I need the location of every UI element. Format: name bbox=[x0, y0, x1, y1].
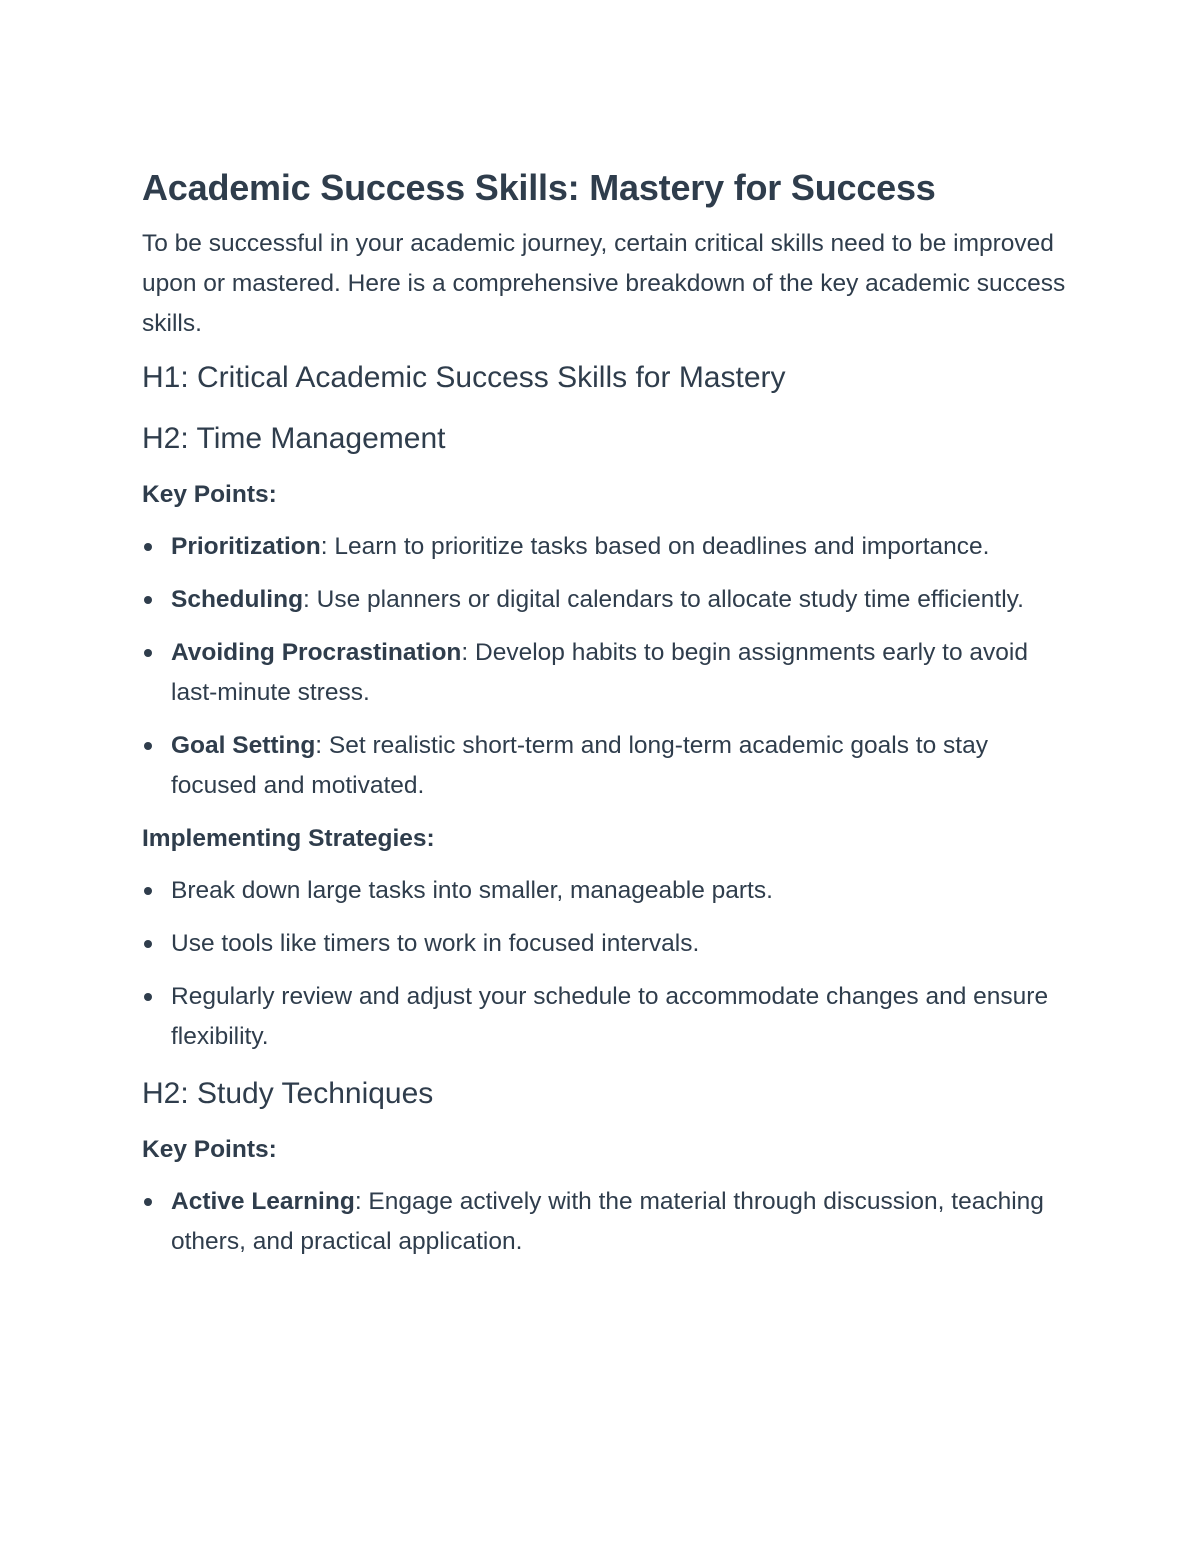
document-title: Academic Success Skills: Mastery for Success bbox=[142, 167, 936, 208]
bullet-icon bbox=[144, 1198, 152, 1206]
list-item: Scheduling: Use planners or digital calendars to allocate study time efficiently. bbox=[142, 580, 1072, 620]
intro-paragraph: To be successful in your academic journey, certain critical skills need to be improved upon or mastered. Here is a comprehensive breakdown of the key academic success skills. bbox=[142, 230, 1066, 337]
section-heading-time-management: H2: Time Management bbox=[142, 422, 446, 455]
list-item-text: Learn to prioritize tasks based on deadlines and importance. bbox=[327, 533, 990, 560]
list-item: Active Learning: Engage actively with the material through discussion, teaching others, and practical application. bbox=[142, 1182, 1072, 1262]
list-item-text: Develop habits to begin assignments early to avoid last-minute stress. bbox=[171, 639, 1028, 706]
list-item-text: Use planners or digital calendars to allocate study time efficiently. bbox=[309, 586, 1024, 613]
list-item: Avoiding Procrastination: Develop habits to begin assignments early to avoid last-minute stress. bbox=[142, 633, 1072, 713]
bullet-icon bbox=[144, 993, 152, 1001]
section-heading-critical-skills: H1: Critical Academic Success Skills for Mastery bbox=[142, 361, 786, 394]
bullet-icon bbox=[144, 742, 152, 750]
study-techniques-key-points bbox=[142, 1182, 1072, 1262]
bullet-icon bbox=[144, 887, 152, 895]
key-points-label: Key Points: bbox=[142, 1136, 277, 1163]
list-item bbox=[142, 871, 1072, 911]
document-page bbox=[142, 160, 1072, 1275]
list-item-text: Engage actively with the material through discussion, teaching others, and practical application. bbox=[171, 1188, 1044, 1255]
list-item-term: Active Learning bbox=[171, 1188, 355, 1215]
list-item-term: Goal Setting bbox=[171, 732, 316, 759]
section-heading-study-techniques: H2: Study Techniques bbox=[142, 1077, 434, 1110]
list-item bbox=[142, 924, 1072, 964]
list-item-text: Break down large tasks into smaller, manageable parts. bbox=[171, 877, 773, 904]
list-item bbox=[142, 977, 1072, 1057]
list-item-text: Set realistic short-term and long-term academic goals to stay focused and motivated. bbox=[171, 732, 988, 799]
implementing-strategies-label: Implementing Strategies: bbox=[142, 825, 435, 852]
list-item-text: Regularly review and adjust your schedule to accommodate changes and ensure flexibility. bbox=[171, 983, 1049, 1050]
list-item: Goal Setting: Set realistic short-term and long-term academic goals to stay focused and motivated. bbox=[142, 726, 1072, 806]
time-management-key-points bbox=[142, 527, 1072, 806]
bullet-icon bbox=[144, 596, 152, 604]
list-item-term: Prioritization bbox=[171, 533, 321, 560]
list-item-term: Avoiding Procrastination bbox=[171, 639, 462, 666]
bullet-icon bbox=[144, 940, 152, 948]
list-item: Prioritization: Learn to prioritize tasks based on deadlines and importance. bbox=[142, 527, 1072, 567]
implementing-strategies-list bbox=[142, 871, 1072, 1057]
bullet-icon bbox=[144, 543, 152, 551]
list-item-term: Scheduling bbox=[171, 586, 304, 613]
key-points-label: Key Points: bbox=[142, 481, 277, 508]
list-item-text: Use tools like timers to work in focused intervals. bbox=[171, 930, 700, 957]
bullet-icon bbox=[144, 649, 152, 657]
